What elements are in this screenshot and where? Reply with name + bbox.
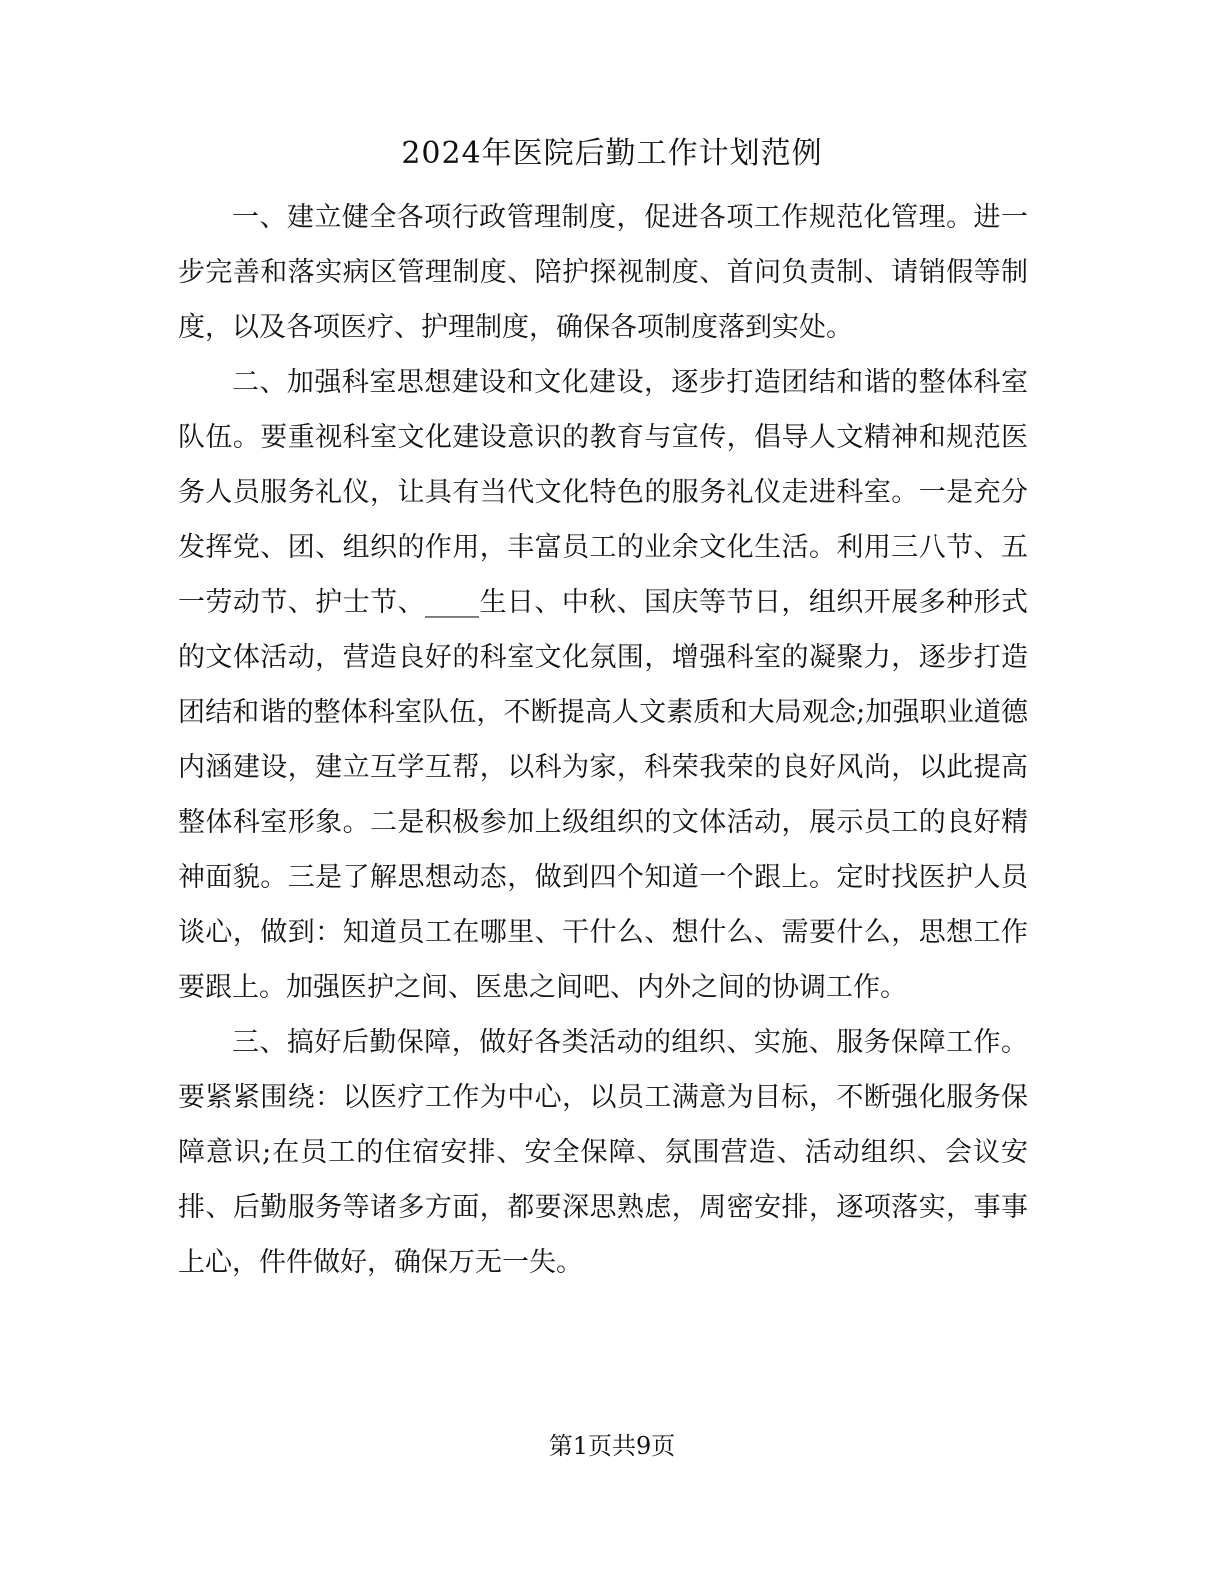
page-title: 2024年医院后勤工作计划范例 <box>401 136 823 171</box>
paragraph-3: 三、搞好后勤保障，做好各类活动的组织、实施、服务保障工作。要紧紧围绕：以医疗工作为中心，以员工满意为目标，不断强化服务保障意识;在员工的住宿安排、安全保障、氛围营造、活动组织、会议安排、后勤服务等诸多方面，都要深思熟虑，周密安排，逐项落实，事事上心，件件做好，确保万无一失。 <box>178 1027 1028 1278</box>
paragraph-2: 二、加强科室思想建设和文化建设，逐步打造团结和谐的整体科室队伍。要重视科室文化建设意识的教育与宣传，倡导人文精神和规范医务人员服务礼仪，让具有当代文化特色的服务礼仪走进科室。一是充分发挥党、团、组织的作用，丰富员工的业余文化生活。利用三八节、五一劳动节、护士节、____生日、中秋、国庆等节日，组织开展多种形式的文体活动，营造良好的科室文化氛围，增强科室的凝聚力，逐步打造团结和谐的整体科室队伍，不断提高人文素质和大局观念;加强职业道德内涵建设，建立互学互帮，以科为家，科荣我荣的良好风尚，以此提高整体科室形象。二是积极参加上级组织的文体活动，展示员工的良好精神面貌。三是了解思想动态，做到四个知道一个跟上。定时找医护人员谈心，做到：知道员工在哪里、干什么、想什么、需要什么，思想工作要跟上。加强医护之间、医患之间吧、内外之间的协调工作。 <box>178 367 1028 1003</box>
document-body <box>178 190 1028 1290</box>
paragraph-1: 一、建立健全各项行政管理制度，促进各项工作规范化管理。进一步完善和落实病区管理制度、陪护探视制度、首问负责制、请销假等制度，以及各项医疗、护理制度，确保各项制度落到实处。 <box>178 202 1028 343</box>
page-number-footer: 第1页共9页 <box>548 1432 676 1460</box>
